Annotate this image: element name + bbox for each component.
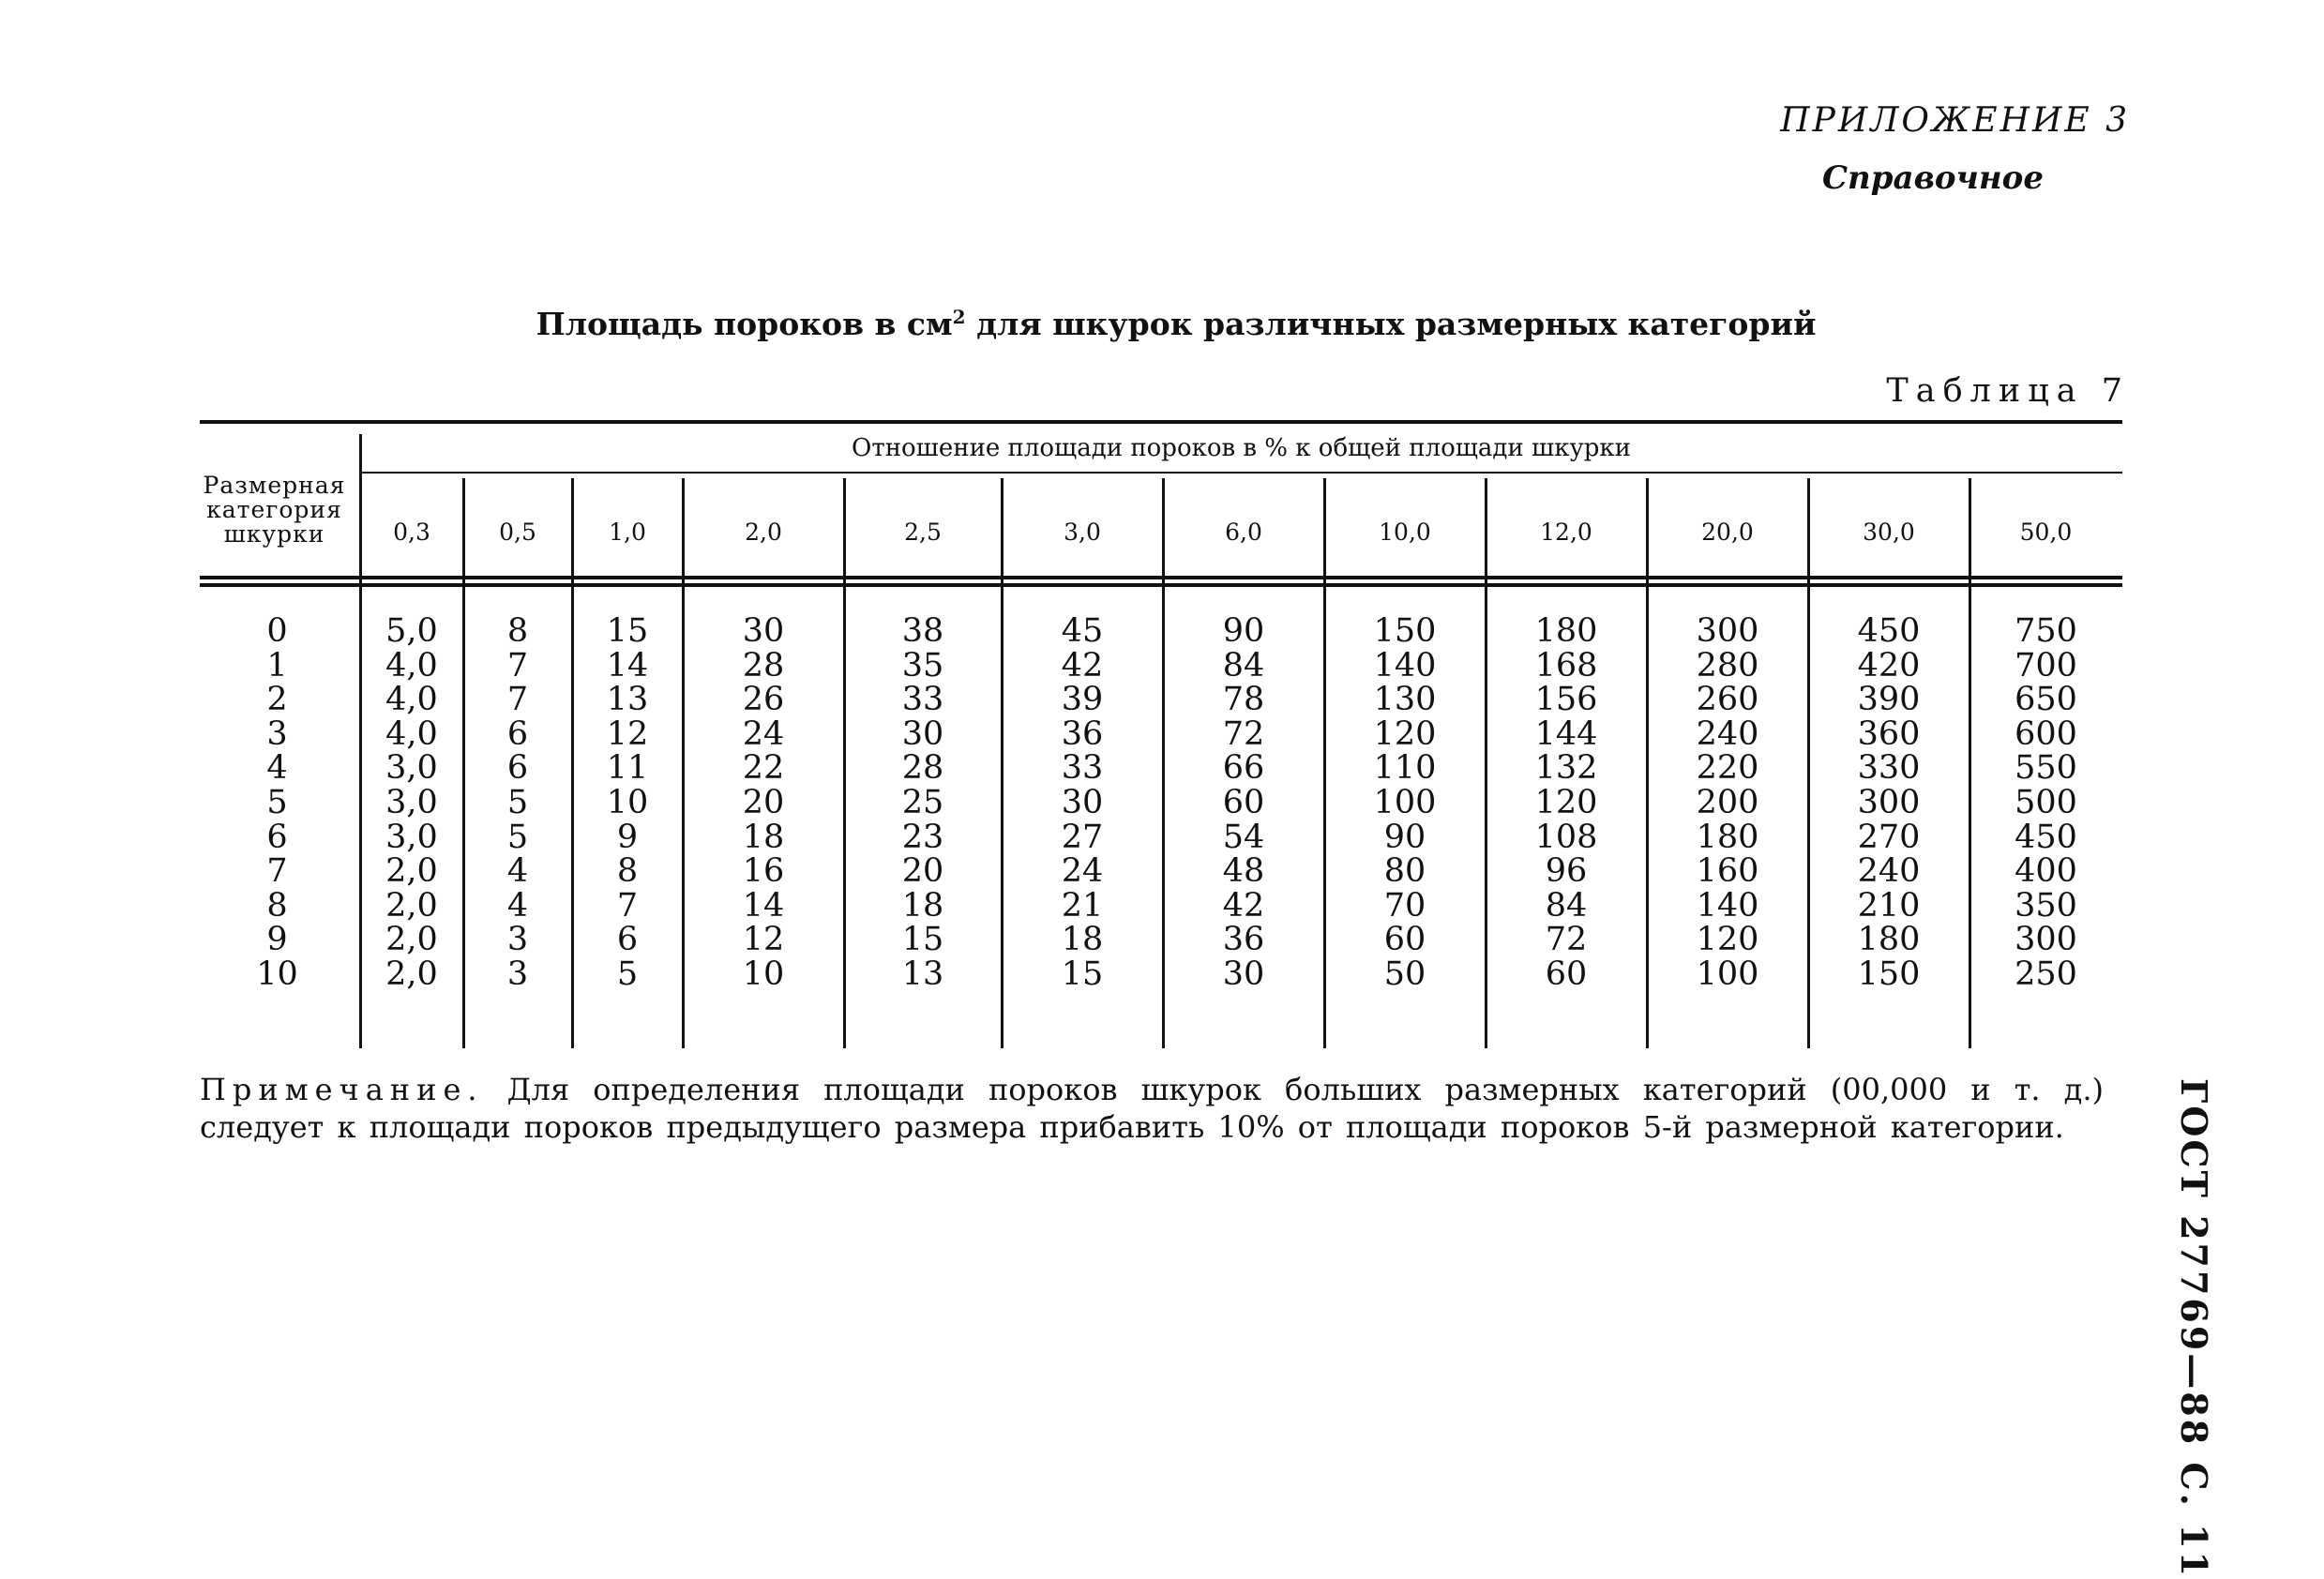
table-cell: 100 [1696,955,1759,993]
table-cell: 160 [1696,852,1759,891]
table-cell: 10 [606,784,649,821]
table-cell: 45 [1061,612,1104,650]
note-text: Для определения площади пороков шкурок больших размерных категорий (00,000 и т. д.) следует к площади пороков предыдущего размера прибавить 10% от площади пороков 5-й размерной категории. [200,1072,2104,1145]
table-cell: 16 [742,852,785,891]
table-cell: 4,0 [385,681,438,719]
table-cell: 10 [742,955,785,993]
table-cell: 300 [1857,784,1921,821]
table-cell: 750 [2015,612,2077,650]
table-cell: 90 [1222,612,1265,650]
table-cell: 120 [1373,714,1437,753]
table-cell: 5 [506,818,529,856]
table-cell: 84 [1545,886,1588,925]
table-cell: 14 [742,886,785,925]
row-category: 5 [266,784,288,821]
table-cell: 6 [506,749,529,788]
table-cell: 3 [506,921,529,959]
table-cell: 150 [1857,955,1921,993]
table-label: Таблица 7 [1886,372,2130,410]
table-cell: 70 [1383,886,1426,925]
table-cell: 700 [2015,646,2077,684]
row-category: 2 [266,681,288,719]
table-cell: 28 [901,749,944,788]
column-header: 10,0 [1379,519,1431,546]
table-cell: 4 [506,852,529,891]
table-cell: 6 [616,921,639,959]
column-header: 20,0 [1701,519,1754,546]
table-cell: 42 [1222,886,1265,925]
table-title-main: Площадь пороков в см [536,306,953,342]
column-header: 6,0 [1225,519,1262,546]
table-cell: 6 [506,714,529,753]
table-cell: 7 [506,681,529,719]
table-cell: 12 [742,921,785,959]
table-cell: 33 [901,681,944,719]
row-category: 9 [266,921,288,959]
row-category: 0 [266,612,288,650]
table-cell: 270 [1857,818,1921,856]
table-cell: 130 [1373,681,1437,719]
table-cell: 30 [1222,955,1265,993]
table-cell: 18 [1061,921,1104,959]
table-cell: 15 [1061,955,1104,993]
table-cell: 140 [1373,646,1437,684]
table-cell: 280 [1696,646,1759,684]
table-cell: 180 [1857,921,1921,959]
row-category: 1 [266,646,288,684]
table-cell: 36 [1061,714,1104,753]
row-category: 8 [266,886,288,925]
table-cell: 5 [506,784,529,821]
header-bottom-rule-1 [200,576,2122,579]
appendix-title: ПРИЛОЖЕНИЕ 3 [1780,101,2130,140]
table-cell: 120 [1696,921,1759,959]
table-cell: 28 [742,646,785,684]
table-cell: 39 [1061,681,1104,719]
row-header: Размерная категория шкурки [203,472,346,548]
table-cell: 60 [1222,784,1265,821]
table-cell: 24 [742,714,785,753]
table-cell: 140 [1696,886,1759,925]
table-cell: 2,0 [385,852,438,891]
row-category: 4 [266,749,288,788]
table-cell: 30 [901,714,944,753]
group-header-rule [360,472,2122,474]
table-cell: 168 [1534,646,1598,684]
table-cell: 26 [742,681,785,719]
table-cell: 390 [1857,681,1921,719]
table-cell: 13 [606,681,649,719]
table-cell: 500 [2015,784,2077,821]
appendix-subtitle: Справочное [1822,159,2044,197]
table-cell: 90 [1383,818,1426,856]
table-cell: 18 [901,886,944,925]
table-cell: 2,0 [385,886,438,925]
table-cell: 7 [616,886,639,925]
row-category: 6 [266,818,288,856]
table-title-rest: для шкурок различных размерных категорий [965,306,1817,342]
table-cell: 15 [901,921,944,959]
table-cell: 11 [606,749,649,788]
table-cell: 72 [1545,921,1588,959]
table-cell: 240 [1857,852,1921,891]
table-cell: 96 [1545,852,1588,891]
table-cell: 4,0 [385,714,438,753]
table-cell: 13 [901,955,944,993]
column-header: 12,0 [1540,519,1592,546]
table-cell: 48 [1222,852,1265,891]
table-cell: 450 [2015,818,2077,856]
table-cell: 20 [901,852,944,891]
table-cell: 33 [1061,749,1104,788]
table-cell: 300 [2015,921,2077,959]
table-cell: 24 [1061,852,1104,891]
table-cell: 66 [1222,749,1265,788]
table-cell: 450 [1857,612,1921,650]
column-header: 2,5 [904,519,942,546]
table-cell: 22 [742,749,785,788]
table-cell: 200 [1696,784,1759,821]
table-cell: 42 [1061,646,1104,684]
table-top-rule [200,420,2122,424]
table-cell: 72 [1222,714,1265,753]
table-cell: 600 [2015,714,2077,753]
table-cell: 180 [1534,612,1598,650]
column-header: 1,0 [609,519,646,546]
table-cell: 8 [616,852,639,891]
table-cell: 54 [1222,818,1265,856]
table-cell: 3 [506,955,529,993]
table-cell: 12 [606,714,649,753]
table-cell: 150 [1373,612,1437,650]
table-cell: 23 [901,818,944,856]
table-cell: 21 [1061,886,1104,925]
table-cell: 144 [1534,714,1598,753]
table-cell: 80 [1383,852,1426,891]
table-cell: 156 [1534,681,1598,719]
note-label: Примечание. [200,1072,484,1107]
table-cell: 50 [1383,955,1426,993]
table-cell: 27 [1061,818,1104,856]
table-cell: 210 [1857,886,1921,925]
column-header: 50,0 [2019,519,2073,546]
table-cell: 18 [742,818,785,856]
table-cell: 36 [1222,921,1265,959]
column-header: 0,5 [499,519,536,546]
table-note [200,1071,2104,1146]
table-cell: 220 [1696,749,1759,788]
table-cell: 400 [2015,852,2077,891]
table-cell: 260 [1696,681,1759,719]
table-cell: 250 [2015,955,2077,993]
table-cell: 60 [1545,955,1588,993]
table-cell: 550 [2015,749,2077,788]
table-cell: 8 [506,612,529,650]
table-cell: 30 [742,612,785,650]
table-cell: 420 [1857,646,1921,684]
table-cell: 14 [606,646,649,684]
table-cell: 7 [506,646,529,684]
table-cell: 4,0 [385,646,438,684]
table-cell: 15 [606,612,649,650]
table-cell: 100 [1373,784,1437,821]
table-cell: 360 [1857,714,1921,753]
table-cell: 108 [1534,818,1598,856]
table-cell: 38 [901,612,944,650]
table-title [0,306,2324,342]
table-cell: 120 [1534,784,1598,821]
row-category: 7 [266,852,288,891]
table-cell: 30 [1061,784,1104,821]
column-header: 0,3 [393,519,430,546]
table-cell: 110 [1373,749,1437,788]
table-cell: 4 [506,886,529,925]
table-cell: 650 [2015,681,2077,719]
table-cell: 9 [616,818,639,856]
table-cell: 78 [1222,681,1265,719]
column-header: 2,0 [745,519,782,546]
table-cell: 300 [1696,612,1759,650]
header-bottom-rule-2 [200,583,2122,587]
table-cell: 3,0 [385,749,438,788]
table-title-superscript: 2 [952,306,966,328]
table-cell: 180 [1696,818,1759,856]
table-cell: 60 [1383,921,1426,959]
table-cell: 350 [2015,886,2077,925]
table-cell: 240 [1696,714,1759,753]
table-cell: 35 [901,646,944,684]
row-category: 10 [256,955,298,993]
document-code: ГОСТ 27769—88 С. 11 [2173,1078,2215,1579]
table-cell: 132 [1534,749,1598,788]
column-header: 30,0 [1863,519,1915,546]
group-header: Отношение площади пороков в % к общей площади шкурки [852,434,1631,462]
row-category: 3 [266,714,288,753]
table-cell: 330 [1857,749,1921,788]
table-cell: 5 [616,955,639,993]
table-cell: 84 [1222,646,1265,684]
table-cell: 20 [742,784,785,821]
table-cell: 3,0 [385,784,438,821]
column-header: 3,0 [1064,519,1101,546]
table-cell: 5,0 [385,612,438,650]
table-cell: 2,0 [385,921,438,959]
table-cell: 25 [901,784,944,821]
table-cell: 2,0 [385,955,438,993]
table-cell: 3,0 [385,818,438,856]
